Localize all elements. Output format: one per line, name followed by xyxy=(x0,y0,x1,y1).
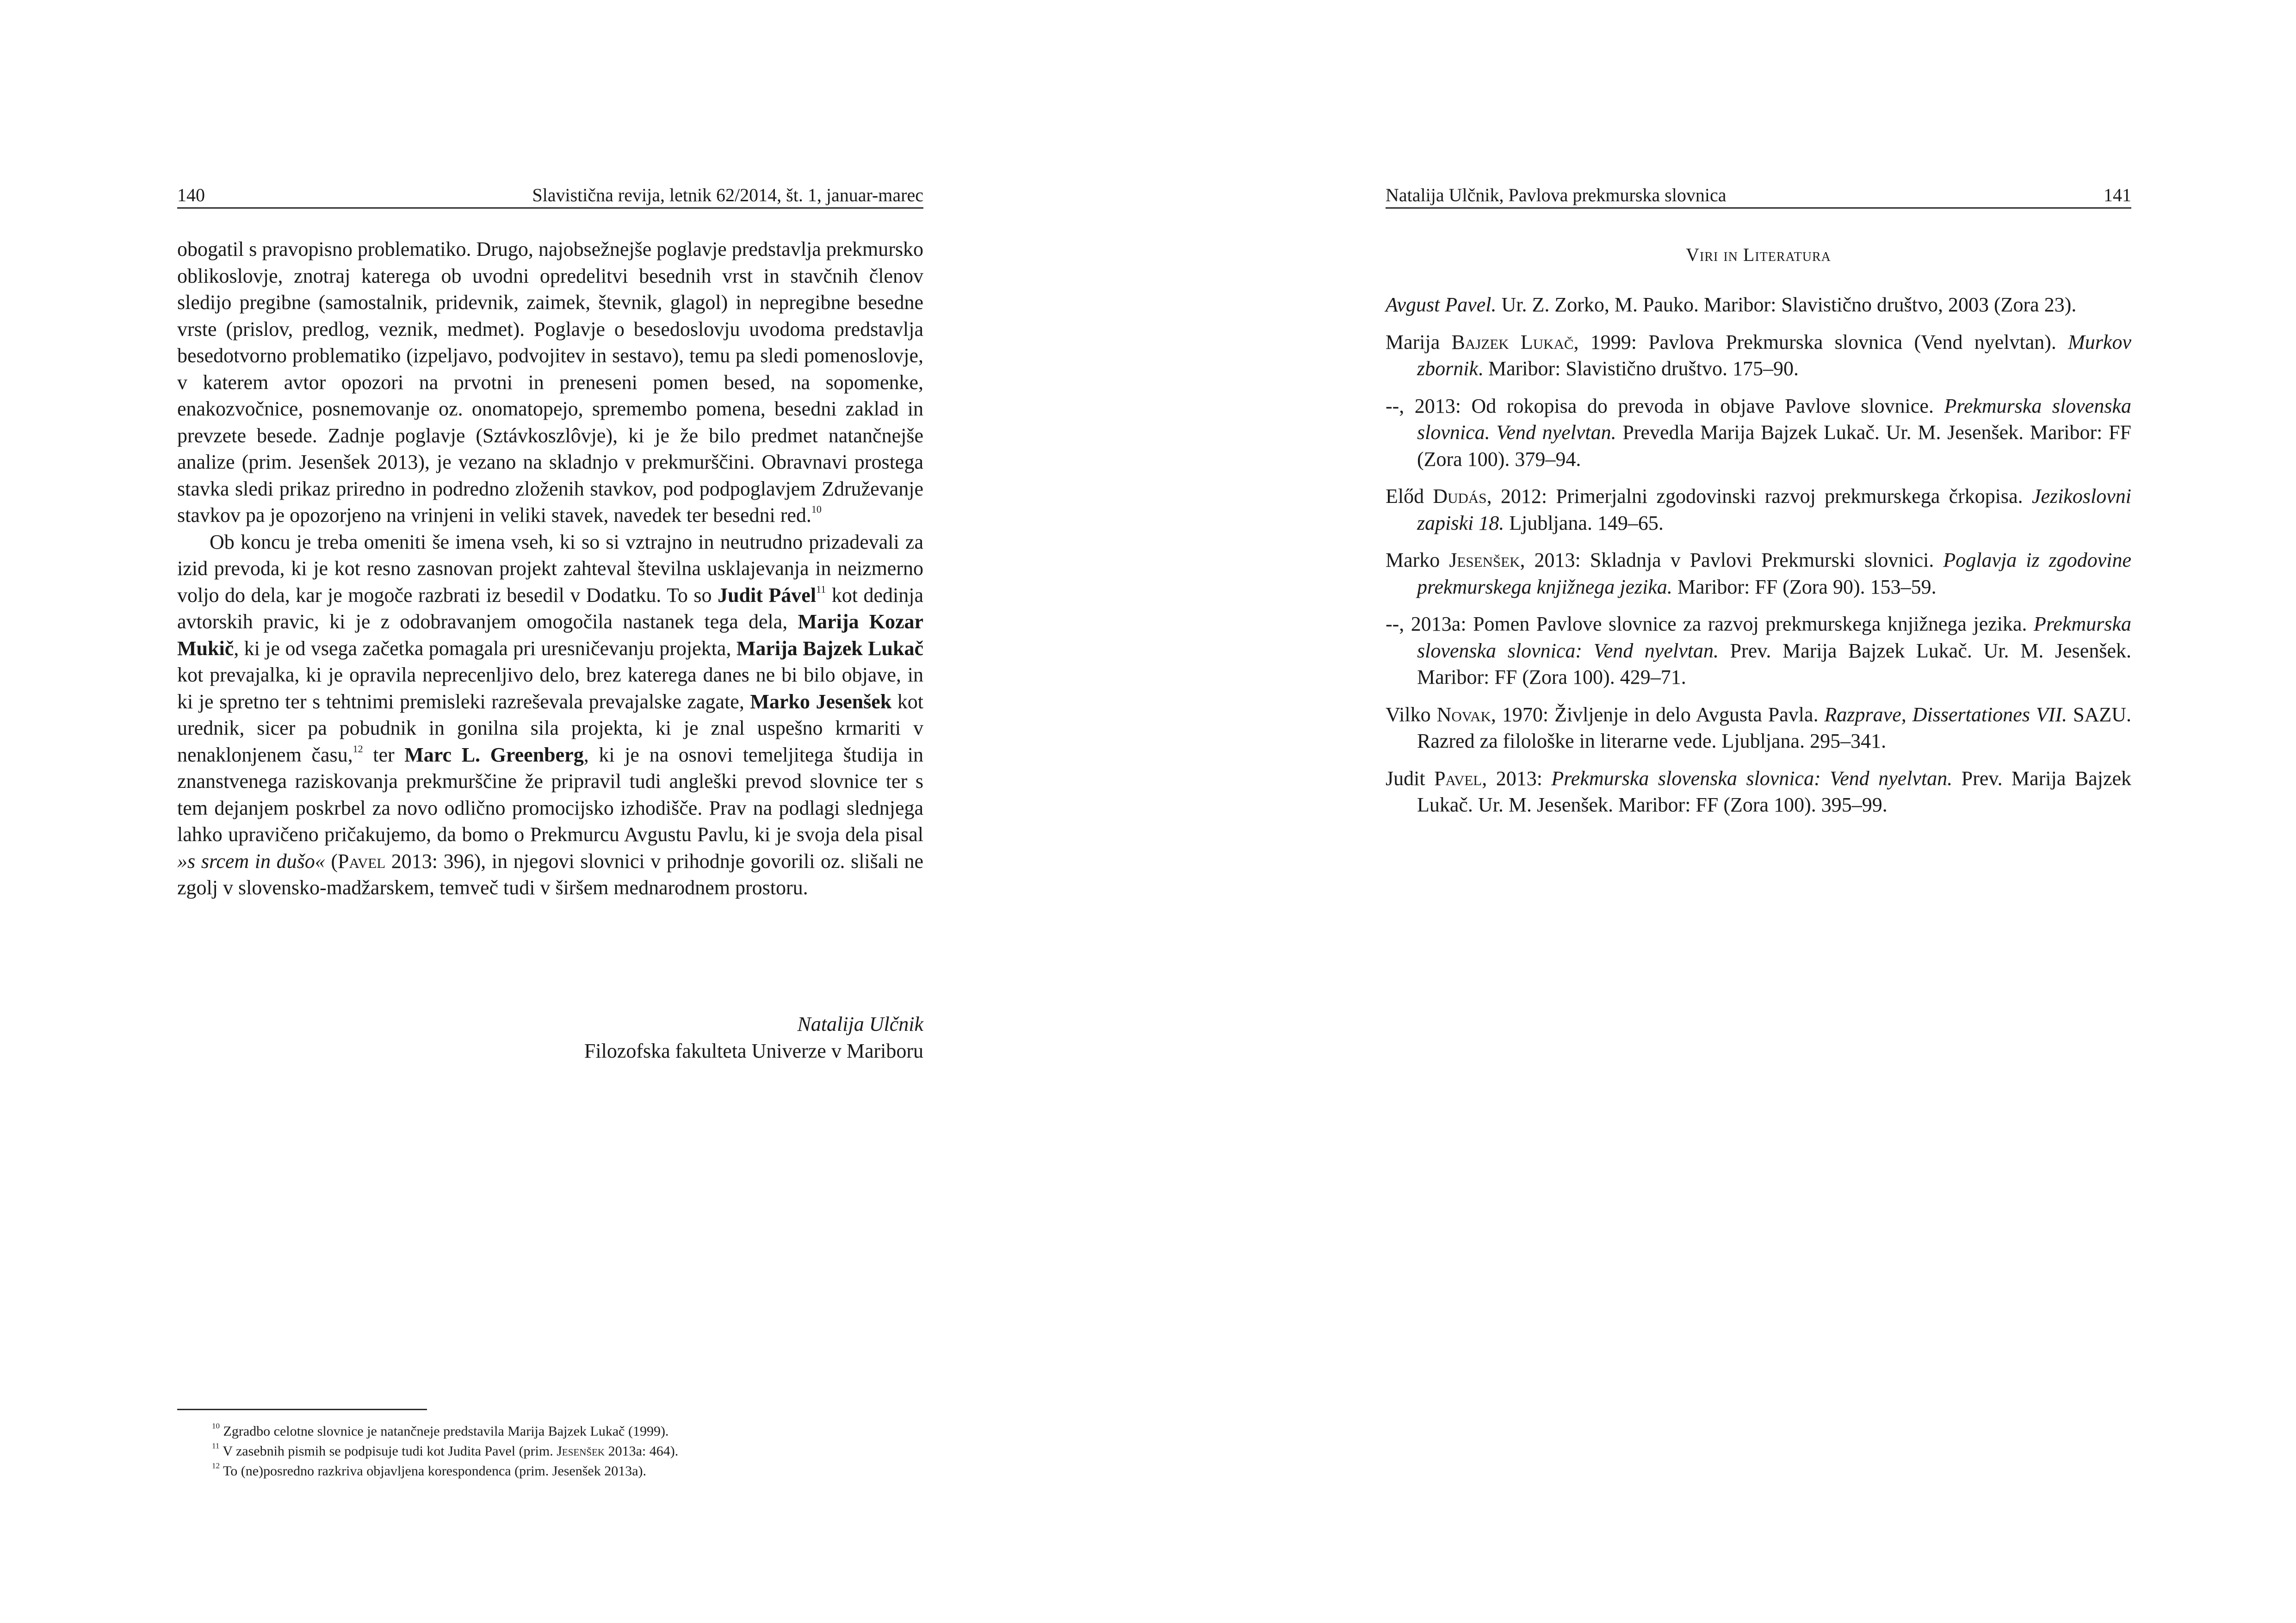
footnotes xyxy=(212,1421,924,1481)
reference-entry: Marko Jesenšek, 2013: Skladnja v Pavlovi Prekmurski slovnici. Poglavja iz zgodovine prekmurskega knjižnega jezika. Maribor: FF (Zora 90). 153–59. xyxy=(1386,549,2132,598)
person-name: Marija Kozar Mukič xyxy=(177,610,924,660)
quote: »s srcem in dušo« xyxy=(177,849,325,873)
signature xyxy=(177,1011,923,1064)
cited-author: Pavel xyxy=(338,849,386,873)
reference-entry: Előd Dudás, 2012: Primerjalni zgodovinski razvoj prekmurskega črkopisa. Jezikoslovni zapiski 18. Ljubljana. 149–65. xyxy=(1386,485,2131,534)
page-number: 141 xyxy=(2104,185,2131,205)
person-name: Judit Pável xyxy=(718,583,817,607)
person-name: Marc L. Greenberg xyxy=(404,743,584,766)
references-list xyxy=(1386,291,2131,829)
footnote: $^{12}$ To (ne)posredno razkriva objavljena korespondenca (prim. Jesenšek 2013a). xyxy=(212,1461,647,1479)
reference-entry: --, 2013a: Pomen Pavlove slovnice za razvoj prekmurskega knjižnega jezika. Prekmurska slovenska slovnica: Vend nyelvtan. Prev. Marija Bajzek Lukač. Ur. M. Jesenšek. Maribor: FF (Zora 100). 429–71. xyxy=(1386,613,2131,688)
running-head-right xyxy=(1386,183,2131,209)
article-author-title: Natalija Ulčnik, Pavlova prekmurska slovnica xyxy=(1386,185,1727,205)
footnote-ref: 11 xyxy=(816,583,826,595)
page-number: 140 xyxy=(177,185,205,205)
paragraph: obogatil s pravopisno problematiko. Drugo, najobsežnejše poglavje predstavlja prekmursko oblikoslovje, znotraj katerega ob uvodni opredelitvi besednih vrst in stavčnih členov sledijo pregibne (samostalnik, pridevnik, zaimek, števnik, glagol) in nepregibne besedne vrste (prislov, predlog, veznik, medmet). Poglavje o besedoslovju uvodoma predstavlja besedotvorno problematiko (izpeljavo, podvojitev in sestavo), temu pa sledi pomenoslovje, v katerem avtor opozori na prvotni in preneseni pomen besed, na sopomenke, enakozvočnice, posnemovanje oz. onomatopejo, spremembo pomena, besedni zaklad in prevzete besede. Zadnje poglavje (Sztávkoszlôvje), ki je že bilo predmet natančnejše analize (prim. Jesenšek 2013), je vezano na skladnjo v prekmurščini. Obravnavi prostega stavka sledi prikaz priredno in podredno zloženih stavkov, pod podpoglavjem Združevanje stavkov pa je opozorjeno na vrinjeni in veliki stavek, navedek ter besedni red.$^{10}$ xyxy=(177,238,923,527)
reference-entry: Vilko Novak, 1970: Življenje in delo Avgusta Pavla. Razprave, Dissertationes VII. SAZU. Razred za filološke in literarne vede. Ljubljana. 295–341. xyxy=(1386,703,2131,752)
reference-entry: --, 2013: Od rokopisa do prevoda in objave Pavlove slovnice. Prekmurska slovenska slovnica. Vend nyelvtan. Prevedla Marija Bajzek Lukač. Ur. M. Jesenšek. Maribor: FF (Zora 100). 379–94. xyxy=(1386,394,2131,471)
body-text xyxy=(177,236,923,901)
reference-entry: Marija Bajzek Lukač, 1999: Pavlova Prekmurska slovnica (Vend nyelvtan). Murkov zbornik. Maribor: Slavistično društvo. 175–90. xyxy=(1386,330,2131,380)
footnote-ref: 10 xyxy=(811,503,822,515)
journal-title: Slavistična revija, letnik 62/2014, št. 1, januar-marec xyxy=(532,185,923,205)
running-head-left xyxy=(177,183,923,209)
reference-entry: Judit Pavel, 2013: Prekmurska slovenska slovnica: Vend nyelvtan. Prev. Marija Bajzek Lukač. Ur. M. Jesenšek. Maribor: FF (Zora 100). 395–99. xyxy=(1386,767,2131,816)
footnote-divider xyxy=(177,1409,427,1410)
reference-entry: Avgust Pavel. Ur. Z. Zorko, M. Pauko. Maribor: Slavistično društvo, 2003 (Zora 23). xyxy=(1386,293,2077,316)
author-affiliation: Filozofska fakulteta Univerze v Mariboru xyxy=(584,1039,923,1062)
author-name: Natalija Ulčnik xyxy=(797,1013,923,1035)
footnote-ref: 12 xyxy=(353,743,363,755)
footnote: $^{10}$ Zgradbo celotne slovnice je natančneje predstavila Marija Bajzek Lukač (1999). xyxy=(212,1421,669,1439)
footnote: $^{11}$ V zasebnih pismih se podpisuje tudi kot Judita Pavel (prim. Jesenšek 2013a: 464). xyxy=(212,1441,679,1459)
paragraph: Ob koncu je treba omeniti še imena vseh, ki so si vztrajno in neutrudno prizadevali za izid prevoda, ki je kot resno zasnovan projekt zahteval številna usklajevanja in neizmerno voljo do dela, kar je mogoče razbrati iz besedil v Dodatku. To so Judit Pável$^{11}$ kot dedinja avtorskih pravic, ki je z odobravanjem omogočila nastanek tega dela, Marija Kozar Mukič, ki je od vsega začetka pomagala pri uresničevanju projekta, Marija Bajzek Lukač kot prevajalka, ki je opravila neprecenljivo delo, brez katerega danes ne bi bilo objave, in ki je spretno ter s tehtnimi premisleki razreševala prevajalske zagate, Marko Jesenšek kot urednik, sicer pa pobudnik in gonilna sila projekta, ki je znal uspešno krmariti v nenaklonjenem času,$^{12}$ ter Marc L. Greenberg, ki je na osnovi temeljitega študija in znanstvenega raziskovanja prekmurščine že pripravil tudi angleški prevod slovnice ter s tem dejanjem poskrbel za novo odlično promocijsko izhodišče. Prav na podlagi slednjega lahko upravičeno pričakujemo, da bomo o Prekmurcu Avgustu Pavlu, ki je svoja dela pisal »s srcem in dušo« (Pavel 2013: 396), in njegovi slovnici v prihodnje govorili oz. slišali ne zgolj v slovensko-madžarskem, temveč tudi v širšem mednarodnem prostoru. xyxy=(177,530,924,899)
section-title: Viri in Literatura xyxy=(1686,244,1831,265)
right-page xyxy=(1148,0,2296,1623)
person-name: Marija Bajzek Lukač xyxy=(736,637,923,660)
person-name: Marko Jesenšek xyxy=(750,690,892,713)
